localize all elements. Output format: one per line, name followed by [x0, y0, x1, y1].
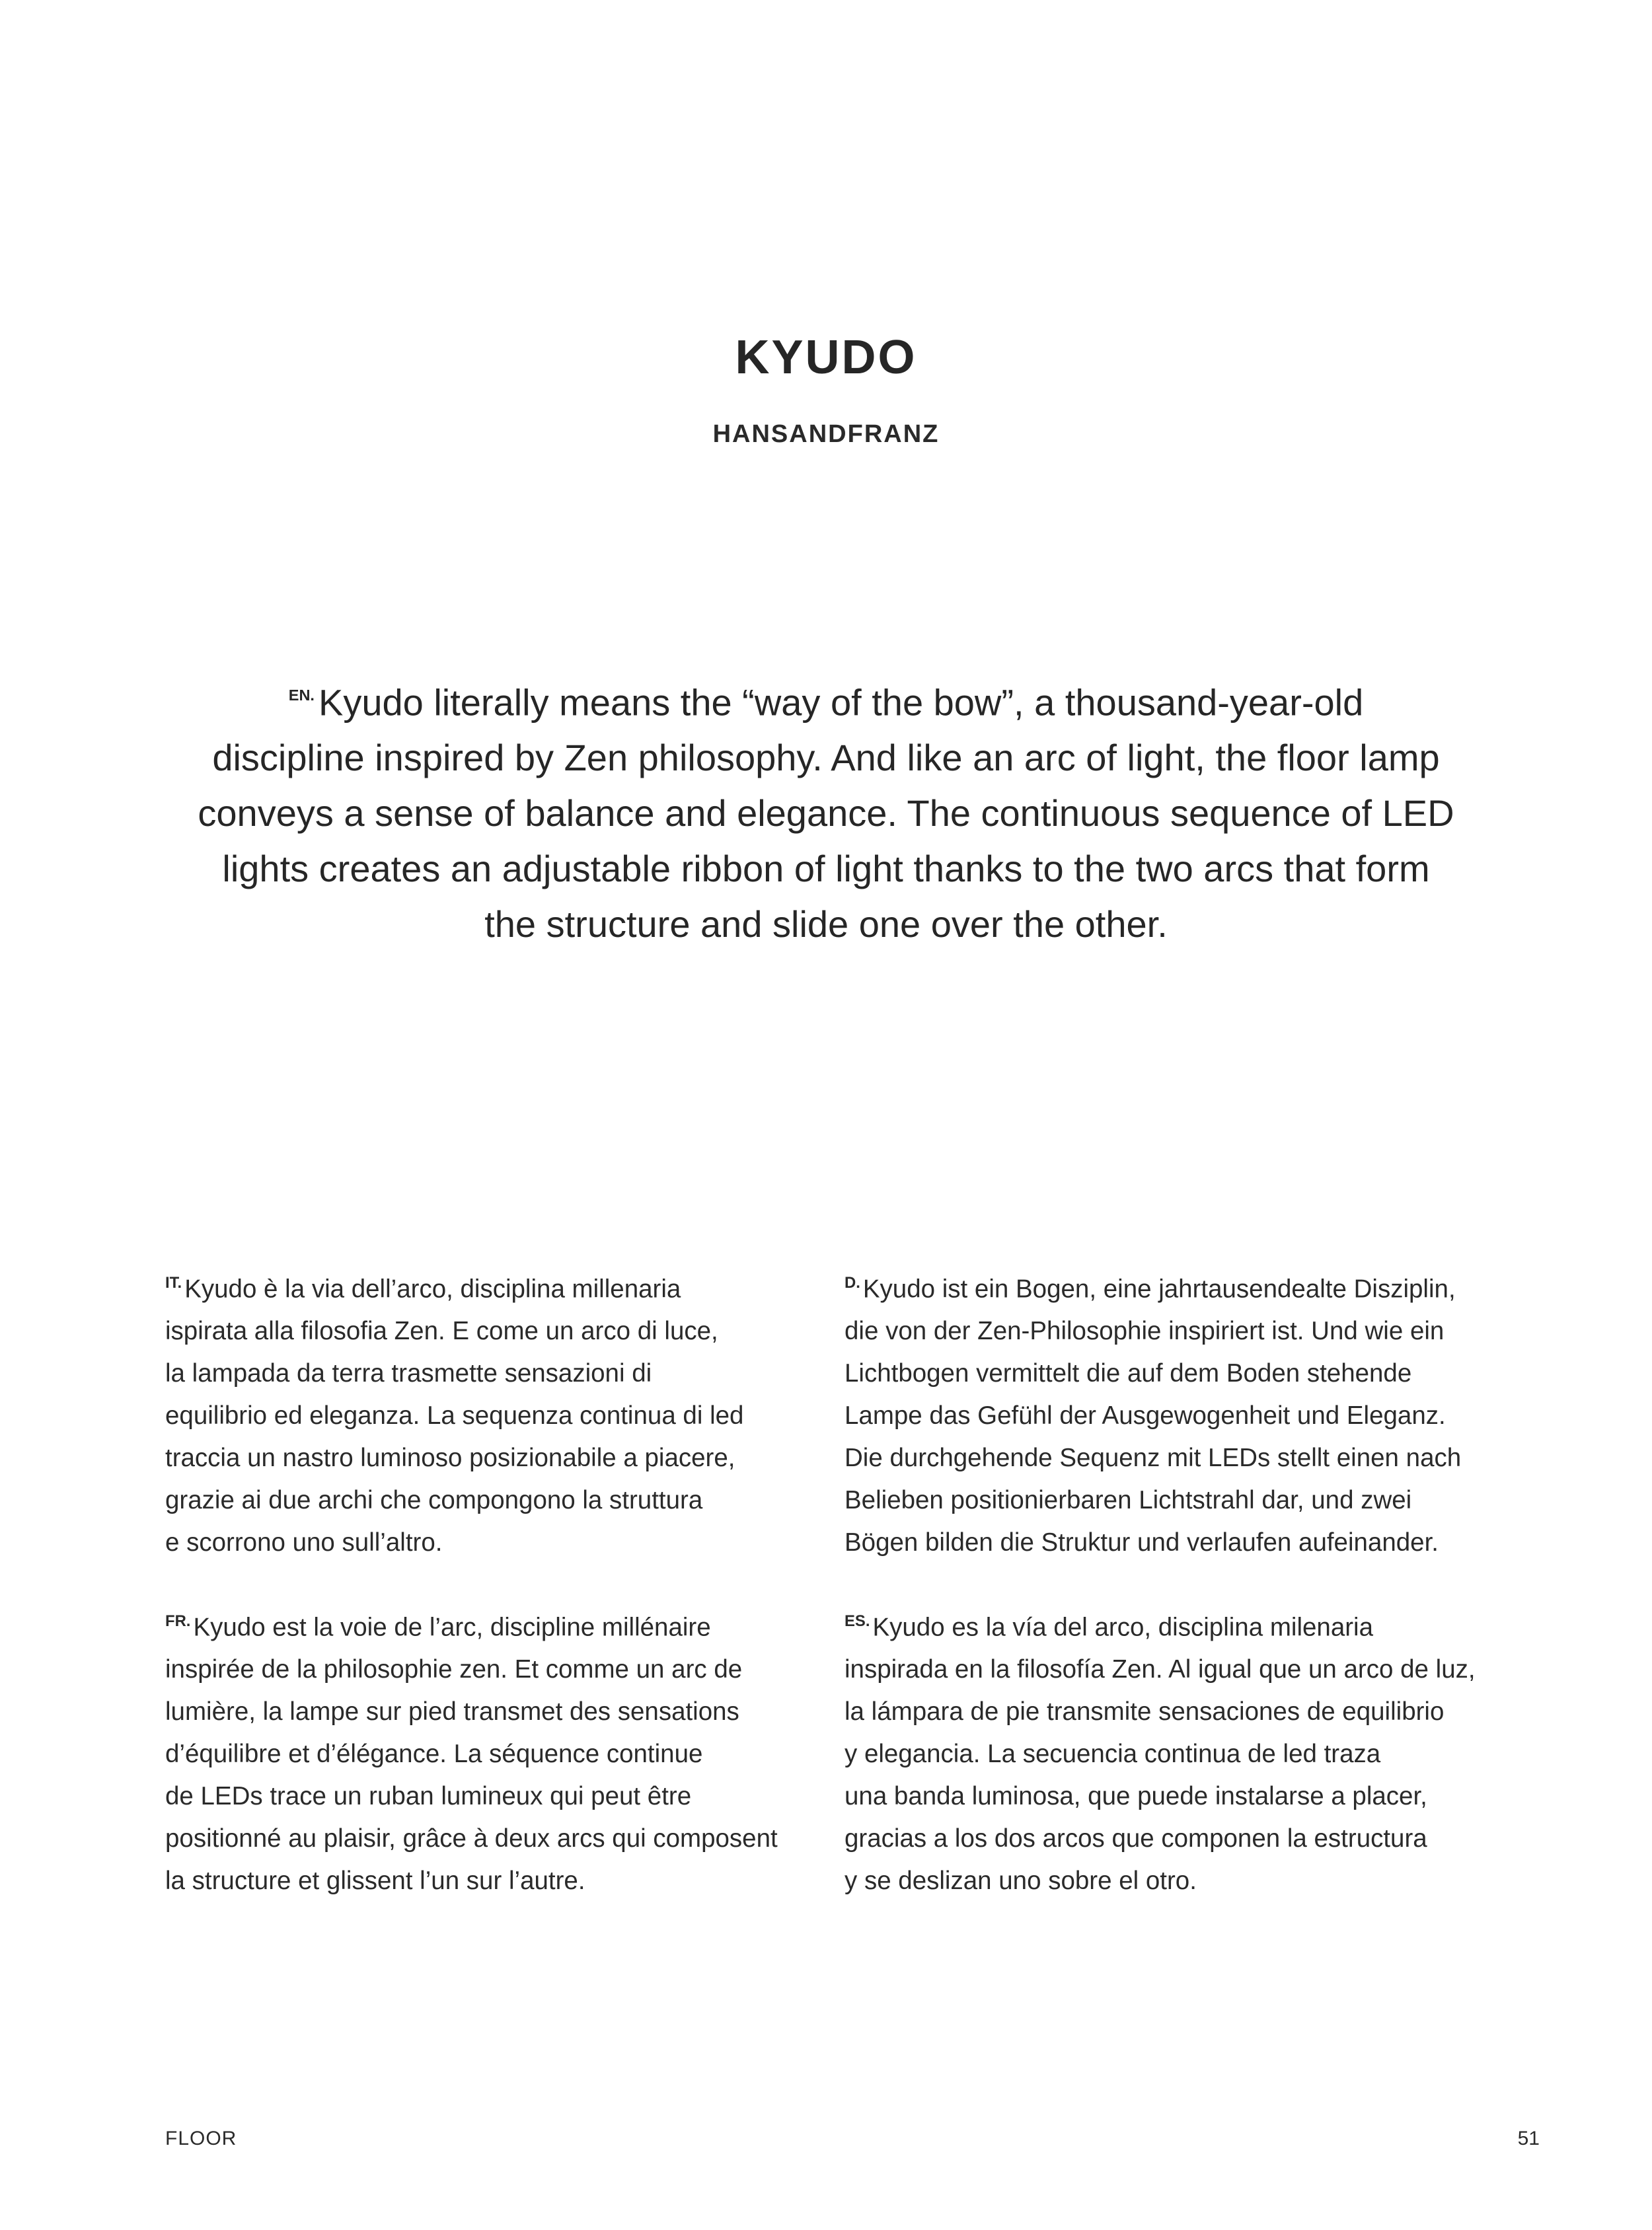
- intro-line: lights creates an adjustable ribbon of light thanks to the two arcs that form: [222, 848, 1430, 890]
- text-line: d’équilibre et d’élégance. La séquence continue: [165, 1740, 703, 1769]
- text-line: Bögen bilden die Struktur und verlaufen aufeinander.: [845, 1528, 1439, 1557]
- text-line: positionné au plaisir, grâce à deux arcs qui composent: [165, 1824, 778, 1853]
- text-line: Kyudo est la voie de l’arc, discipline millénaire: [193, 1613, 711, 1642]
- text-line: Lampe das Gefühl der Ausgewogenheit und Eleganz.: [845, 1401, 1446, 1431]
- lang-tag-es: ES.: [845, 1612, 870, 1630]
- text-line: ispirata alla filosofia Zen. E come un arco di luce,: [165, 1317, 718, 1346]
- text-line: Lichtbogen vermittelt die auf dem Boden stehende: [845, 1359, 1412, 1388]
- intro-line: Kyudo literally means the “way of the bow”, a thousand-year-old: [318, 681, 1364, 724]
- intro-line: the structure and slide one over the other.: [484, 903, 1168, 946]
- text-line: traccia un nastro luminoso posizionabile a piacere,: [165, 1444, 735, 1473]
- text-line: equilibrio ed eleganza. La sequenza continua di led: [165, 1401, 744, 1431]
- text-line: e scorrono uno sull’altro.: [165, 1528, 443, 1557]
- lang-tag-fr: FR.: [165, 1612, 191, 1630]
- designer-name: HANSANDFRANZ: [712, 420, 940, 448]
- lang-tag-en: EN.: [288, 687, 315, 704]
- text-line: Belieben positionierbaren Lichtstrahl dar, und zwei: [845, 1486, 1412, 1515]
- text-line: la lampada da terra trasmette sensazioni di: [165, 1359, 652, 1388]
- paragraph-it: [165, 1262, 826, 1564]
- paragraph-es: [845, 1600, 1505, 1902]
- intro-paragraph-en: [145, 667, 1507, 952]
- text-line: una banda luminosa, que puede instalarse a placer,: [845, 1782, 1427, 1811]
- lang-tag-it: IT.: [165, 1274, 182, 1292]
- page-number: 51: [1517, 2128, 1540, 2149]
- intro-line: conveys a sense of balance and elegance. The continuous sequence of LED: [198, 792, 1454, 835]
- text-line: inspirée de la philosophie zen. Et comme un arc de: [165, 1655, 743, 1684]
- text-line: la structure et glissent l’un sur l’autre.: [165, 1867, 585, 1896]
- text-line: Kyudo ist ein Bogen, eine jahrtausendealte Disziplin,: [862, 1275, 1456, 1304]
- text-line: Kyudo es la vía del arco, disciplina milenaria: [872, 1613, 1374, 1642]
- lang-tag-de: D.: [845, 1274, 860, 1292]
- text-line: lumière, la lampe sur pied transmet des sensations: [165, 1697, 739, 1727]
- text-line: inspirada en la filosofía Zen. Al igual que un arco de luz,: [845, 1655, 1476, 1684]
- footer-section-label: FLOOR: [165, 2128, 237, 2149]
- text-line: Die durchgehende Sequenz mit LEDs stellt einen nach: [845, 1444, 1462, 1473]
- text-line: la lámpara de pie transmite sensaciones de equilibrio: [845, 1697, 1445, 1727]
- text-line: grazie ai due archi che compongono la struttura: [165, 1486, 703, 1515]
- text-line: y se deslizan uno sobre el otro.: [845, 1867, 1197, 1896]
- text-line: gracias a los dos arcos que componen la estructura: [845, 1824, 1427, 1853]
- text-line: Kyudo è la via dell’arco, disciplina millenaria: [184, 1275, 681, 1304]
- text-line: de LEDs trace un ruban lumineux qui peut être: [165, 1782, 692, 1811]
- page-title: KYUDO: [735, 331, 917, 384]
- paragraph-fr: [165, 1600, 826, 1902]
- text-line: y elegancia. La secuencia continua de led traza: [845, 1740, 1381, 1769]
- intro-line: discipline inspired by Zen philosophy. And like an arc of light, the floor lamp: [212, 737, 1440, 779]
- text-line: die von der Zen-Philosophie inspiriert ist. Und wie ein: [845, 1317, 1445, 1346]
- paragraph-de: [845, 1262, 1505, 1564]
